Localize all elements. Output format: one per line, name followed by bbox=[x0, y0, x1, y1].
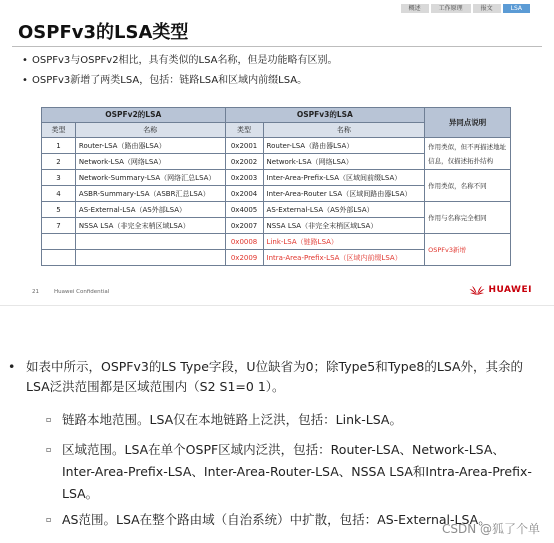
slide-bullet: • OSPFv3新增了两类LSA，包括：链路LSA和区域内前缀LSA。 bbox=[22, 75, 308, 86]
cell-v2-type: 1 bbox=[42, 138, 76, 154]
note-sub-text: AS范围。LSA在整个路由域（自治系统）中扩散，包括：AS-External-LSA。 bbox=[62, 512, 491, 527]
cell-v2-name: Router-LSA（路由器LSA） bbox=[75, 138, 225, 154]
cell-v3-type: 0x2003 bbox=[225, 170, 263, 186]
cell-note: 作用类似，名称不同 bbox=[425, 170, 511, 202]
cell-v3-name: Intra-Area-Prefix-LSA（区域内前缀LSA） bbox=[263, 250, 425, 266]
note-main bbox=[8, 357, 536, 397]
cell-v3-type: 0x2004 bbox=[225, 186, 263, 202]
col-type-v2: 类型 bbox=[42, 123, 76, 138]
square-bullet-icon: ▫ bbox=[46, 445, 52, 454]
cell-v2-name: Network-Summary-LSA（网络汇总LSA） bbox=[75, 170, 225, 186]
cell-note: 作用与名称完全相同 bbox=[425, 202, 511, 234]
cell-v3-name: Inter-Area-Prefix-LSA（区域间前缀LSA） bbox=[263, 170, 425, 186]
cell-v3-name: NSSA LSA（非完全末梢区域LSA） bbox=[263, 218, 425, 234]
nav-tab-lsa[interactable]: LSA bbox=[503, 4, 530, 13]
square-bullet-icon: ▫ bbox=[46, 415, 52, 424]
cell-v3-name: Link-LSA（链路LSA） bbox=[263, 234, 425, 250]
logo-text: HUAWEI bbox=[488, 285, 532, 295]
huawei-logo bbox=[469, 284, 532, 296]
slide-page-number: 21 bbox=[32, 289, 39, 295]
nav-tab-principle[interactable]: 工作原理 bbox=[431, 4, 471, 13]
cell-note: 作用类似，但不再描述地址信息，仅描述拓扑结构 bbox=[425, 138, 511, 170]
cell-v2-name: NSSA LSA（非完全末梢区域LSA） bbox=[75, 218, 225, 234]
cell-v3-name: Router-LSA（路由器LSA） bbox=[263, 138, 425, 154]
cell-v3-type: 0x2007 bbox=[225, 218, 263, 234]
cell-v2-type: 5 bbox=[42, 202, 76, 218]
cell-v2-type: 4 bbox=[42, 186, 76, 202]
cell-v3-type: 0x4005 bbox=[225, 202, 263, 218]
cell-v2-name bbox=[75, 250, 225, 266]
cell-v2-type bbox=[42, 250, 76, 266]
table-row bbox=[42, 234, 511, 250]
note-sub-text: 链路本地范围。LSA仅在本地链路上泛洪，包括：Link-LSA。 bbox=[62, 412, 402, 427]
note-sub-text: 区域范围。LSA在单个OSPF区域内泛洪，包括：Router-LSA、Network-LSA、Inter-Area-Prefix-LSA、Inter-Area-Router-LSA、NSSA LSA和Intra-Area-Prefix-LSA。 bbox=[62, 442, 532, 501]
slide-bullet: • OSPFv3与OSPFv2相比，具有类似的LSA名称，但是功能略有区别。 bbox=[22, 55, 338, 66]
note-sub-item bbox=[46, 439, 532, 505]
slide-nav bbox=[401, 4, 530, 13]
nav-tab-overview[interactable]: 概述 bbox=[401, 4, 429, 13]
cell-v3-type: 0x2009 bbox=[225, 250, 263, 266]
cell-v2-name: AS-External-LSA（AS外部LSA） bbox=[75, 202, 225, 218]
col-name-v3: 名称 bbox=[263, 123, 425, 138]
square-bullet-icon: ▫ bbox=[46, 515, 52, 524]
nav-tab-packet[interactable]: 报文 bbox=[473, 4, 501, 13]
slide-footer-text: Huawei Confidential bbox=[54, 289, 110, 295]
cell-v2-name: Network-LSA（网络LSA） bbox=[75, 154, 225, 170]
cell-v2-type: 3 bbox=[42, 170, 76, 186]
cell-v3-type: 0x2001 bbox=[225, 138, 263, 154]
cell-v3-type: 0x0008 bbox=[225, 234, 263, 250]
cell-v3-name: AS-External-LSA（AS外部LSA） bbox=[263, 202, 425, 218]
cell-v2-type bbox=[42, 234, 76, 250]
cell-v2-type: 2 bbox=[42, 154, 76, 170]
ospfv3-group-header: OSPFv3的LSA bbox=[225, 108, 425, 123]
table-row bbox=[42, 202, 511, 218]
cell-v2-name: ASBR-Summary-LSA（ASBR汇总LSA） bbox=[75, 186, 225, 202]
note-main-text: 如表中所示，OSPFv3的LS Type字段，U位缺省为0；除Type5和Type8的LSA外，其余的LSA泛洪范围都是区域范围内（S2 S1=0 1）。 bbox=[26, 359, 524, 394]
bullet-dot: • bbox=[8, 359, 16, 374]
cell-v2-name bbox=[75, 234, 225, 250]
col-name-v2: 名称 bbox=[75, 123, 225, 138]
csdn-watermark: CSDN @狐了个单 bbox=[441, 522, 540, 536]
col-type-v3: 类型 bbox=[225, 123, 263, 138]
slide-title: OSPFv3的LSA类型 bbox=[18, 22, 189, 43]
diff-header: 异同点说明 bbox=[425, 108, 511, 138]
slide-bullets bbox=[22, 51, 542, 91]
slide-bottom-border bbox=[0, 305, 554, 306]
cell-v3-type: 0x2002 bbox=[225, 154, 263, 170]
title-divider bbox=[12, 46, 542, 47]
table-row bbox=[42, 170, 511, 186]
cell-v2-type: 7 bbox=[42, 218, 76, 234]
huawei-petal-icon bbox=[469, 284, 485, 296]
table-row bbox=[42, 138, 511, 154]
cell-v3-name: Network-LSA（网络LSA） bbox=[263, 154, 425, 170]
cell-note: OSPFv3新增 bbox=[425, 234, 511, 266]
cell-v3-name: Inter-Area-Router LSA（区域间路由器LSA） bbox=[263, 186, 425, 202]
ospfv2-group-header: OSPFv2的LSA bbox=[42, 108, 226, 123]
note-sub-item bbox=[46, 409, 532, 431]
lsa-comparison-table bbox=[41, 107, 511, 266]
